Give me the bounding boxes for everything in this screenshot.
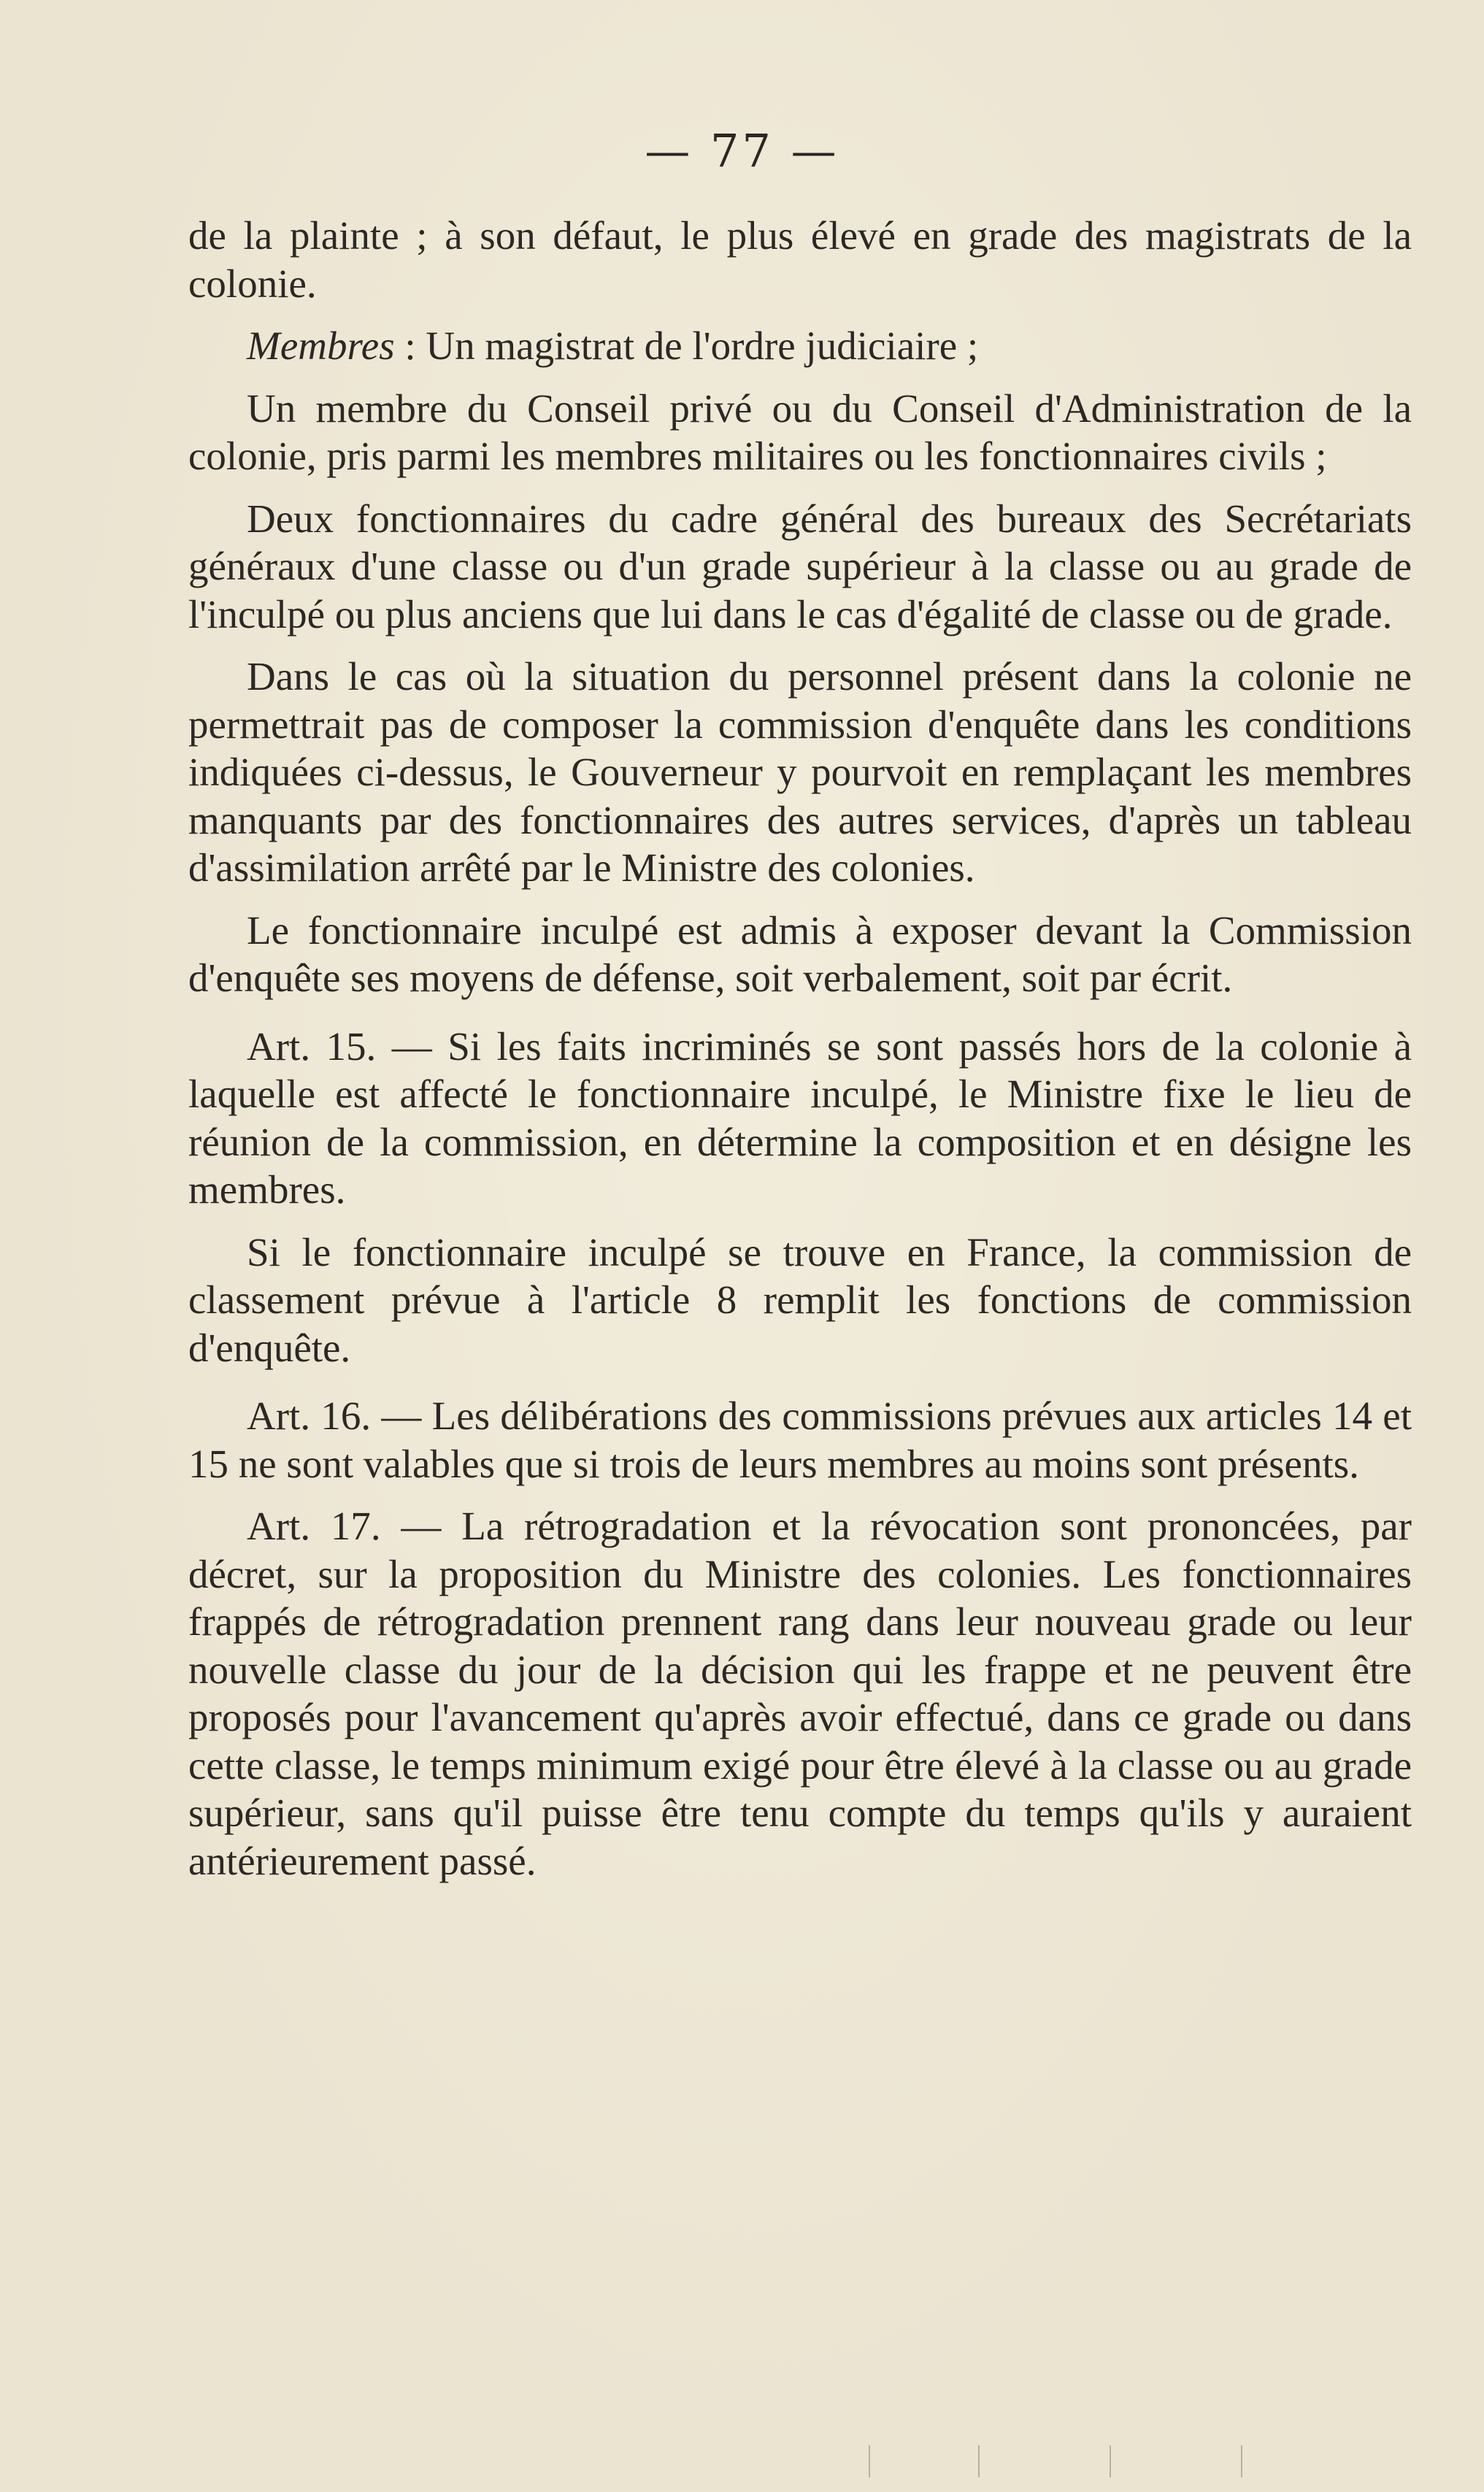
- paragraph-continuation: de la plainte ; à son défaut, le plus élevé en grade des magistrats de la colonie.: [188, 213, 1412, 306]
- edge-mark: [869, 2445, 870, 2477]
- paragraph-art-15: Art. 15. — Si les faits incriminés se sont passés hors de la colonie à laquelle est affecté le fonctionnaire inculpé, le Ministre fixe le lieu de réunion de la commission, en détermine la composition et en désigne les membres.: [188, 1023, 1412, 1212]
- page-edge-marks: [869, 2445, 1248, 2482]
- body-text: [188, 212, 1412, 1885]
- paragraph-deux-fonctionnaires: Deux fonctionnaires du cadre général des bureaux des Secrétariats généraux d'une classe ou d'un grade supérieur à la classe ou au grade de l'inculpé ou plus anciens que lui dans le cas d'égalité de classe ou de grade.: [188, 496, 1412, 637]
- paragraph-art-17: Art. 17. — La rétrogradation et la révocation sont prononcées, par décret, sur la proposition du Ministre des colonies. Les fonctionnaires frappés de rétrogradation prennent rang dans leur nouveau grade ou leur nouvelle classe du jour de la décision qui les frappe et ne peuvent être proposés pour l'avancement qu'après avoir effectué, dans ce grade ou dans cette classe, le temps minimum exigé pour être élevé à la classe ou au grade supérieur, sans qu'il puisse être tenu compte du temps qu'ils y auraient antérieurement passé.: [188, 1504, 1412, 1883]
- paragraph-membre-conseil: Un membre du Conseil privé ou du Conseil d'Administration de la colonie, pris parmi les membres militaires ou les fonctionnaires civils ;: [188, 385, 1412, 478]
- page-number: — 77 —: [645, 124, 839, 177]
- paragraph-defense: Le fonctionnaire inculpé est admis à exposer devant la Commission d'enquête ses moyens de défense, soit verbalement, soit par écrit.: [188, 907, 1412, 1000]
- membres-label: Membres: [247, 323, 395, 368]
- paragraph-art-16: Art. 16. — Les délibérations des commissions prévues aux articles 14 et 15 ne sont valables que si trois de leurs membres au moins sont présents.: [188, 1393, 1412, 1486]
- paragraph-france: Si le fonctionnaire inculpé se trouve en France, la commission de classement prévue à l'article 8 remplit les fonctions de commission d'enquête.: [188, 1229, 1412, 1370]
- paragraph-membres: [188, 322, 1412, 370]
- edge-mark: [978, 2445, 980, 2477]
- edge-mark: [1110, 2445, 1111, 2477]
- edge-mark: [1241, 2445, 1242, 2477]
- membres-text: : Un magistrat de l'ordre judiciaire ;: [394, 323, 979, 368]
- paragraph-situation-personnel: Dans le cas où la situation du personnel présent dans la colonie ne permettrait pas de composer la commission d'enquête dans les conditions indiquées ci-dessus, le Gouverneur y pourvoit en remplaçant les membres manquants par des fonctionnaires des autres services, d'après un tableau d'assimilation arrêté par le Ministre des colonies.: [188, 654, 1412, 890]
